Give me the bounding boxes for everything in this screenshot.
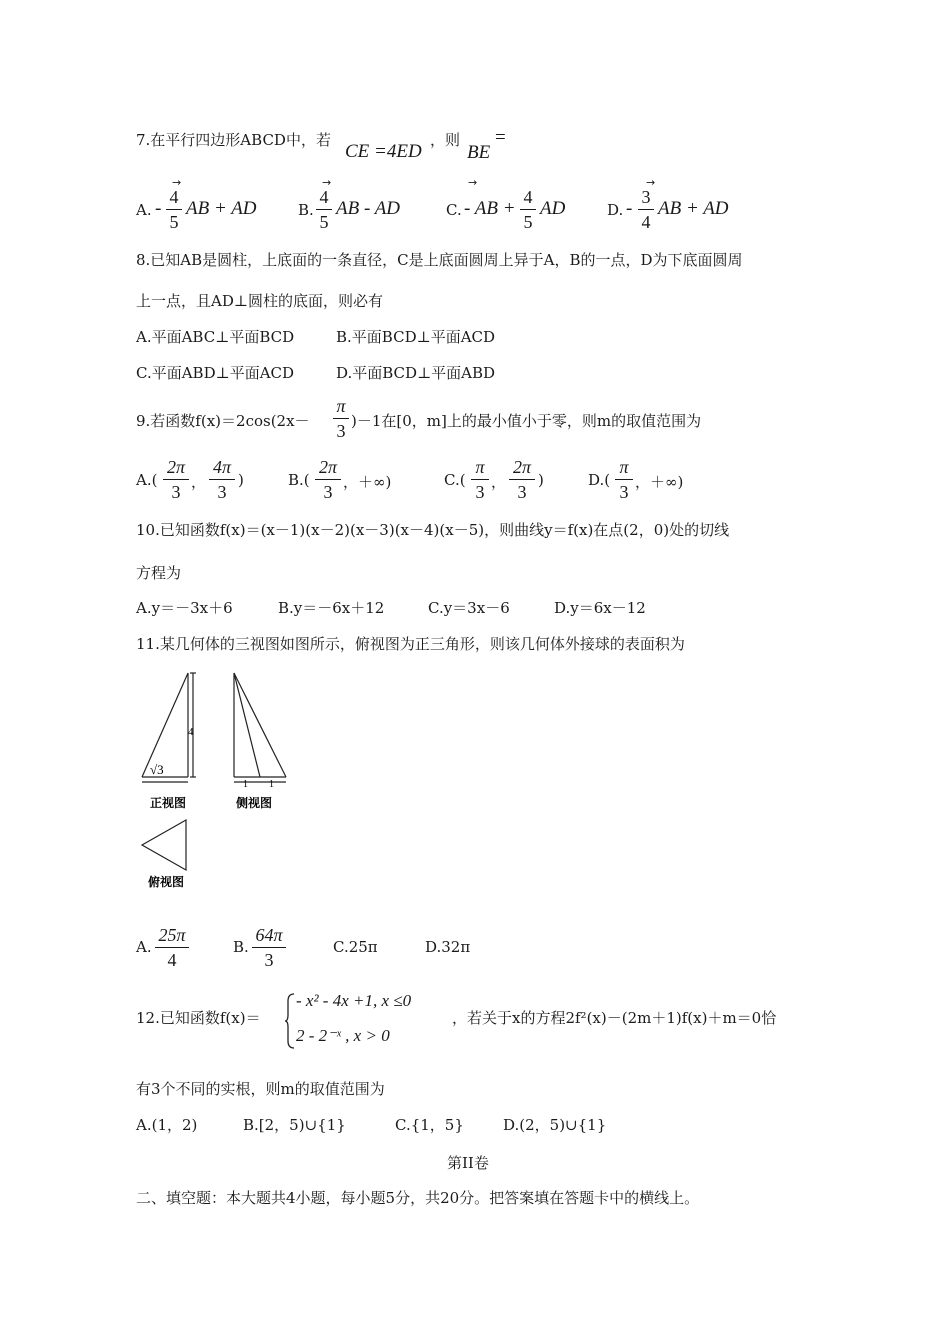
q9-num: π xyxy=(336,396,346,416)
q7-opt-b-expr: AB - AD xyxy=(336,198,401,219)
q7-opt-c-den: 5 xyxy=(523,212,533,232)
fraction-bar xyxy=(166,209,182,210)
q7-opt-c-expr2: AD xyxy=(540,198,566,219)
q7-opt-a-den: 5 xyxy=(169,212,179,232)
q9-pre: 9.若函数f(x)＝2cos(2x－ xyxy=(136,412,310,430)
q12-opt-d: D.(2，5)∪{1} xyxy=(503,1116,607,1134)
q8-opt-a: A.平面ABC⊥平面BCD xyxy=(136,328,295,346)
q11-opt-a-frac xyxy=(155,924,189,971)
q12-pre: 12.已知函数f(x)＝ xyxy=(136,1009,261,1027)
q7-opt-c-label: C. xyxy=(446,201,462,219)
q9-opt-d-den: 3 xyxy=(619,482,629,502)
q11-opt-b-num: 64π xyxy=(255,925,283,945)
q9-opt-a-num2: 4π xyxy=(212,457,232,477)
fraction-bar xyxy=(315,479,341,480)
fig-height-label: 4 xyxy=(188,726,194,738)
front-view-label: 正视图 xyxy=(150,796,187,810)
q11-opt-b-label: B. xyxy=(233,938,249,956)
q9-opt-c-frac2 xyxy=(509,456,535,503)
q9-opt-d-post: ，＋∞) xyxy=(635,473,684,491)
q10-opt-d: D.y＝6x－12 xyxy=(554,599,646,617)
q12-line2: 有3个不同的实根，则m的取值范围为 xyxy=(136,1080,385,1098)
q7-opt-a-num: 4 xyxy=(169,187,179,207)
q7-condition: CE =4ED xyxy=(345,141,422,162)
q9-post: )－1在[0，m]上的最小值小于零，则m的取值范围为 xyxy=(351,412,702,430)
q7-opt-c-fraction xyxy=(520,186,536,233)
q7-opt-d-fraction xyxy=(638,186,654,233)
q9-opt-a-den2: 3 xyxy=(217,482,227,502)
q11-opt-a-label: A. xyxy=(136,938,152,956)
q7-equals: = xyxy=(495,127,506,148)
q9-opt-a-post: ) xyxy=(238,471,244,489)
fraction-bar xyxy=(471,479,489,480)
q7-opt-a-sign: - xyxy=(155,198,162,219)
top-view-label: 俯视图 xyxy=(148,875,185,889)
section-title: 第II卷 xyxy=(447,1154,489,1172)
q7-opt-b-den: 5 xyxy=(319,212,329,232)
q9-opt-b-num: 2π xyxy=(318,457,338,477)
fraction-bar xyxy=(333,418,349,419)
q9-opt-d-frac xyxy=(615,456,633,503)
q7-opt-b-num: 4 xyxy=(319,187,329,207)
q8-line1: 8.已知AB是圆柱，上底面的一条直径，C是上底面圆周上异于A，B的一点，D为下底面圆周 xyxy=(136,251,743,269)
q8-line2: 上一点，且AD⊥圆柱的底面，则必有 xyxy=(136,292,383,310)
q7-opt-d-num: 3 xyxy=(641,187,651,207)
q9-opt-a-num1: 2π xyxy=(166,457,186,477)
q7-opt-d-expr: AB + AD xyxy=(658,198,729,219)
fig-side-one-a: 1 xyxy=(243,779,248,790)
fraction-bar xyxy=(316,209,332,210)
q7-opt-d-den: 4 xyxy=(641,212,651,232)
q10-opt-b: B.y＝－6x＋12 xyxy=(278,599,385,617)
fraction-bar xyxy=(209,479,235,480)
q9-fraction xyxy=(333,395,349,442)
q9-opt-b-pre: B.( xyxy=(288,471,310,489)
q9-opt-d-pre: D.( xyxy=(588,471,611,489)
q9-opt-c-pre: C.( xyxy=(444,471,466,489)
q9-den: 3 xyxy=(336,421,346,441)
q7-opt-b-label: B. xyxy=(298,201,314,219)
q11-opt-a-num: 25π xyxy=(158,925,186,945)
top-view xyxy=(142,820,186,870)
section-instructions: 二、填空题：本大题共4小题，每小题5分，共20分。把答案填在答题卡中的横线上。 xyxy=(136,1189,700,1207)
fraction-bar xyxy=(615,479,633,480)
q10-line2: 方程为 xyxy=(136,564,182,582)
q10-opt-c: C.y＝3x－6 xyxy=(428,599,510,617)
fig-sqrt-label: √3 xyxy=(150,762,164,777)
q7-target: BE xyxy=(467,142,491,163)
q7-opt-d-sign: - xyxy=(626,198,633,219)
q12-case1: - x² - 4x +1, x ≤0 xyxy=(296,991,412,1010)
fraction-bar xyxy=(520,209,536,210)
q9-opt-c-den2: 3 xyxy=(517,482,527,502)
fig-side-one-b: 1 xyxy=(269,779,274,790)
q11-opt-a-den: 4 xyxy=(167,950,177,970)
q7-opt-b-arrow: → xyxy=(322,176,332,189)
q11-opt-c: C.25π xyxy=(333,938,378,956)
q9-opt-c-post: ) xyxy=(538,471,544,489)
fraction-bar xyxy=(509,479,535,480)
q9-opt-d-num: π xyxy=(619,457,629,477)
q12-opt-a: A.(1，2) xyxy=(136,1116,198,1134)
q7-opt-b-fraction xyxy=(316,186,332,233)
q9-opt-a-den1: 3 xyxy=(171,482,181,502)
q9-opt-b-frac xyxy=(315,456,341,503)
three-view-figure xyxy=(130,665,310,895)
left-brace-icon xyxy=(284,992,296,1050)
side-view xyxy=(234,673,286,782)
q12-opt-c: C.{1，5} xyxy=(395,1116,464,1134)
q7-opt-a-fraction xyxy=(166,186,182,233)
q10-opt-a: A.y＝－3x＋6 xyxy=(136,599,233,617)
q11-opt-b-frac xyxy=(252,924,286,971)
q12-case2: 2 - 2⁻ˣ , x > 0 xyxy=(296,1026,390,1045)
q11-opt-d: D.32π xyxy=(425,938,471,956)
fraction-bar xyxy=(163,479,189,480)
side-view-label: 侧视图 xyxy=(236,796,273,810)
q9-opt-c-sep: ， xyxy=(491,473,507,491)
q7-stem: 7.在平行四边形ABCD中，若 xyxy=(136,131,331,149)
q7-opt-d-arrow: → xyxy=(646,176,656,189)
q7-opt-a-arrow: → xyxy=(172,176,182,189)
q9-opt-c-den1: 3 xyxy=(475,482,485,502)
q7-opt-c-num: 4 xyxy=(523,187,533,207)
q9-opt-c-num1: π xyxy=(475,457,485,477)
q9-opt-a-sep: ， xyxy=(191,473,207,491)
q9-opt-a-frac1 xyxy=(163,456,189,503)
q7-opt-c-expr: - AB + xyxy=(464,198,516,219)
q9-opt-b-post: ，＋∞) xyxy=(343,473,392,491)
q11-opt-b-den: 3 xyxy=(264,950,274,970)
q7-opt-a-expr: AB + AD xyxy=(186,198,257,219)
q7-opt-a-label: A. xyxy=(136,201,152,219)
q7-opt-d-label: D. xyxy=(607,201,624,219)
q12-opt-b: B.[2，5)∪{1} xyxy=(243,1116,346,1134)
q9-opt-b-den: 3 xyxy=(323,482,333,502)
q9-opt-a-pre: A.( xyxy=(136,471,158,489)
q9-opt-c-num2: 2π xyxy=(512,457,532,477)
q10-line1: 10.已知函数f(x)＝(x－1)(x－2)(x－3)(x－4)(x－5)，则曲线y＝f(x)在点(2，0)处的切线 xyxy=(136,521,730,539)
fraction-bar xyxy=(638,209,654,210)
q8-opt-c: C.平面ABD⊥平面ACD xyxy=(136,364,295,382)
q9-opt-a-frac2 xyxy=(209,456,235,503)
q9-opt-c-frac1 xyxy=(471,456,489,503)
q12-post: ，若关于x的方程2f²(x)－(2m＋1)f(x)＋m＝0恰 xyxy=(452,1009,777,1027)
q8-opt-b: B.平面BCD⊥平面ACD xyxy=(336,328,496,346)
fraction-bar xyxy=(252,947,286,948)
q8-opt-d: D.平面BCD⊥平面ABD xyxy=(336,364,496,382)
q7-mid: ，则 xyxy=(430,131,461,149)
q7-opt-c-arrow: → xyxy=(468,176,478,189)
q11-stem: 11.某几何体的三视图如图所示，俯视图为正三角形，则该几何体外接球的表面积为 xyxy=(136,635,685,653)
fraction-bar xyxy=(155,947,189,948)
